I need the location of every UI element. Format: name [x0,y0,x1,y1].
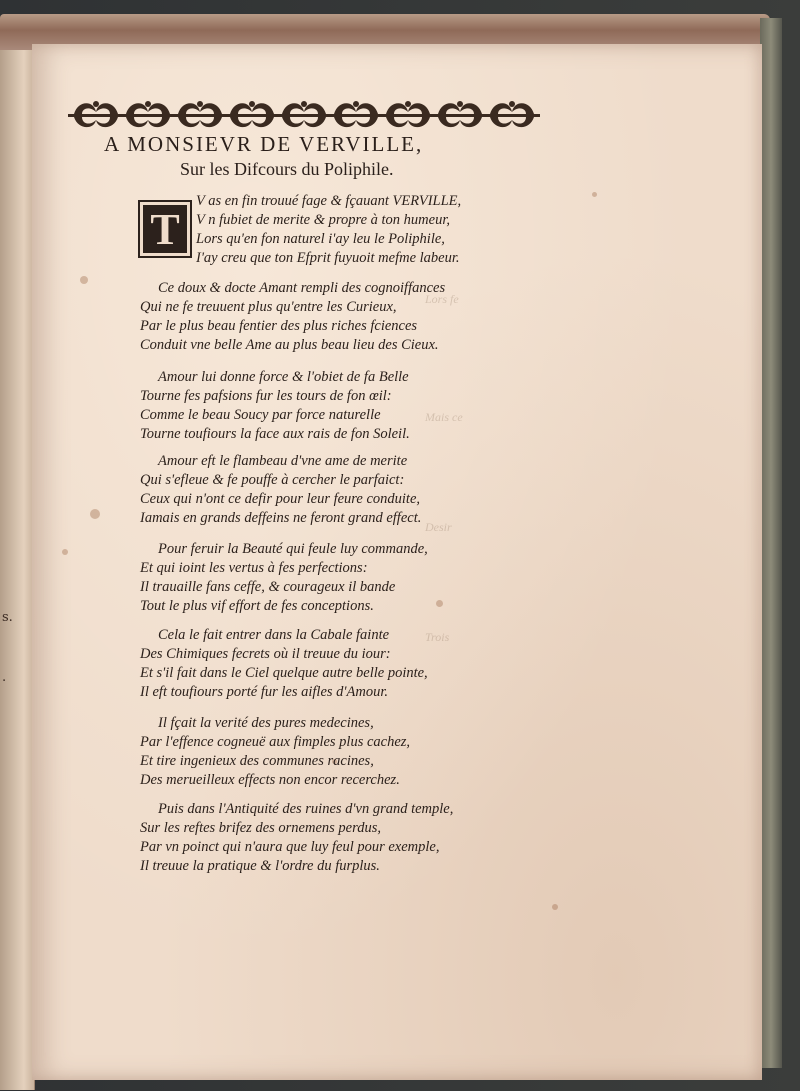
verse-line: Il treuue la pratique & l'ordre du furplus. [140,858,380,874]
verse-line: Tourne toufiours la face aux rais de fon Soleil. [140,426,410,442]
show-through-text: Trois [425,630,450,644]
show-through-text: Desir [425,520,452,534]
verse-line: Par le plus beau fentier des plus riches fciences [140,318,418,334]
verse-line: Amour eft le flambeau d'vne ame de merite [158,453,408,469]
verse-line: I'ay creu que ton Efprit fuyuoit mefme labeur. [196,250,460,266]
show-through-text: Lors fe [425,292,459,306]
verse-line: Ce doux & docte Amant rempli des cognoiffances [158,280,446,296]
verse-line: Tout le plus vif effort de fes conceptions. [140,598,374,614]
verse-line: Il fçait la verité des pures medecines, [158,715,374,731]
facing-page-fragment: s. [2,610,13,625]
stanza-7 [140,714,520,790]
foxing-spot [592,192,597,197]
verse-line: Qui ne fe treuuent plus qu'entre les Curieux, [140,299,397,315]
book-cover-board [760,18,782,1068]
verse-line: Conduit vne belle Ame au plus beau lieu des Cieux. [140,337,439,353]
verse-line: Par vn poinct qui n'aura que luy feul pour exemple, [140,839,440,855]
verse-line: Et tire ingenieux des communes racines, [140,753,374,769]
verse-line: Et qui ioint les vertus à fes perfections: [140,560,368,576]
verse-line: Et s'il fait dans le Ciel quelque autre belle pointe, [140,665,428,681]
verse-line: Pour feruir la Beauté qui feule luy commande, [158,541,428,557]
verse-line: Ceux qui n'ont ce defir pour leur feure conduite, [140,491,421,507]
decorated-initial: T [138,200,192,258]
stanza-2 [140,279,520,355]
stanza-5 [140,540,520,616]
verse-line: Amour lui donne force & l'obiet de fa Belle [158,369,409,385]
show-through-text: Mais ce [425,410,463,424]
page-subheading: Sur les Difcours du Poliphile. [180,159,394,179]
facing-page-fragment: . [2,670,7,685]
verse-line: Lors qu'en fon naturel i'ay leu le Poliphile, [196,231,445,247]
stanza-6 [140,626,520,702]
verse-line: Tourne fes pafsions fur les tours de fon œil: [140,388,392,404]
stanza-8 [140,800,520,876]
verse-line: Par l'effence cogneuë aux fimples plus cachez, [140,734,411,750]
verse-line: Cela le fait entrer dans la Cabale fainte [158,627,390,643]
verse-line: Comme le beau Soucy par force naturelle [140,407,381,423]
verse-line: Sur les reftes brifez des ornemens perdus, [140,820,381,836]
facing-page-edge [0,50,35,1090]
verse-line: Iamais en grands deffeins ne feront grand effect. [140,510,422,526]
verse-line: Qui s'efleue & fe pouffe à cercher le parfaict: [140,472,405,488]
verse-line: Des merueilleux effects non encor recerchez. [140,772,400,788]
foxing-spot [552,904,558,910]
decorative-ornament-band [68,96,540,136]
foxing-spot [80,276,88,284]
verse-line: Il eft toufiours porté fur les aifles d'Amour. [140,684,388,700]
foxing-spot [90,509,100,519]
stanza-1 [196,192,576,268]
verse-line: Des Chimiques fecrets où il treuue du iour: [140,646,391,662]
verse-line: V n fubiet de merite & propre à ton humeur, [196,212,450,228]
verse-line: Il trauaille fans ceffe, & courageux il bande [140,579,396,595]
page-heading: A MONSIEVR DE VERVILLE, [104,132,424,156]
stanza-4 [140,452,520,528]
foxing-spot [62,549,68,555]
verse-line: Puis dans l'Antiquité des ruines d'vn grand temple, [158,801,454,817]
stanza-3 [140,368,520,444]
verse-line: V as en fin trouué fage & fçauant VERVILLE, [196,193,462,209]
